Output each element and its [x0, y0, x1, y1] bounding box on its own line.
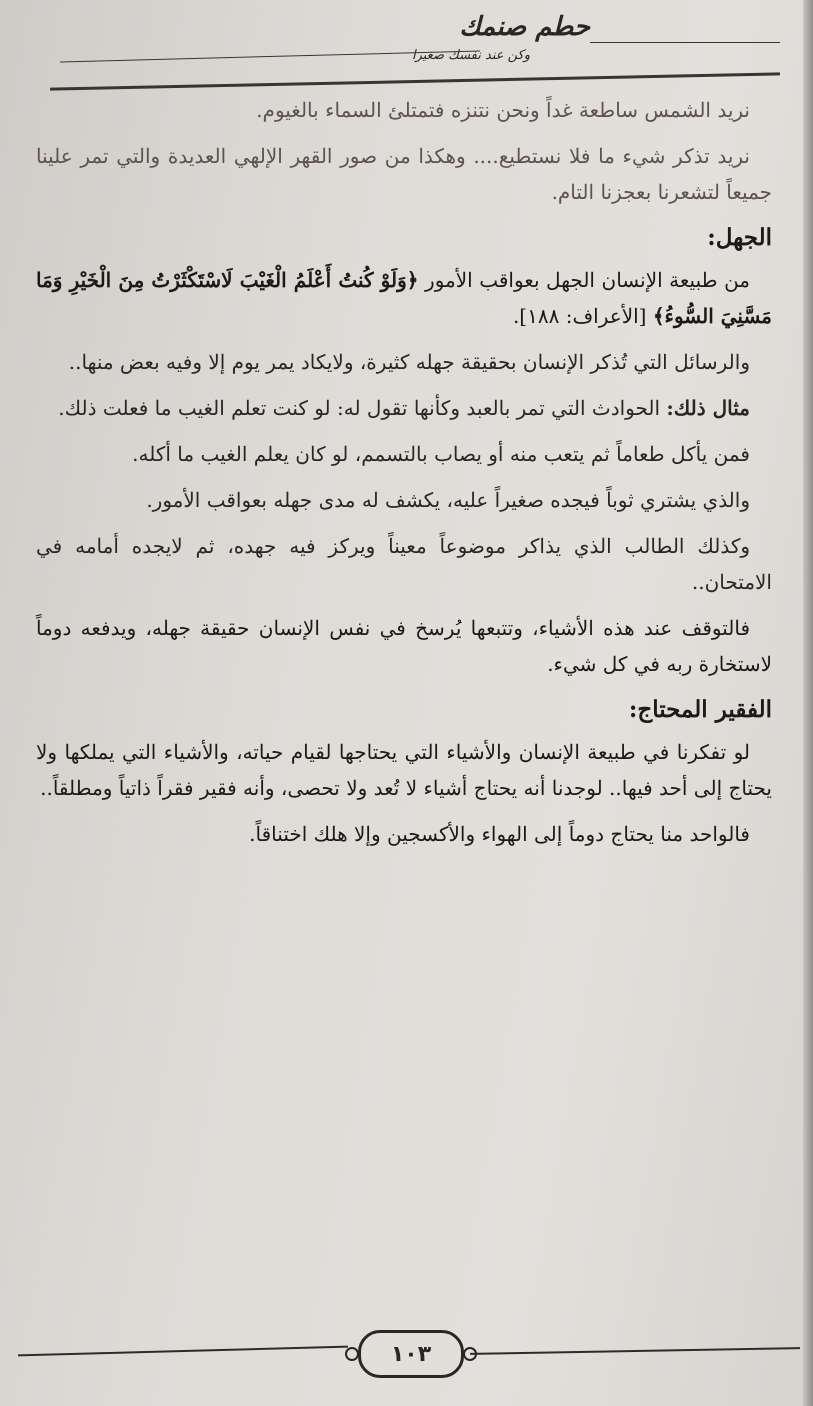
page-number-ornament: [358, 1330, 464, 1378]
page-number: ١٠٣: [390, 1341, 432, 1367]
paragraph: وكذلك الطالب الذي يذاكر موضوعاً معيناً ويركز فيه جهده، ثم لايجده أمامه في الامتحان..: [36, 534, 772, 594]
header-title: حطم صنمك: [459, 12, 590, 42]
ornament-curl-left: [345, 1347, 359, 1361]
running-header: [40, 0, 780, 96]
paragraph-quran: [36, 262, 772, 334]
section-heading-ignorance: الجهل:: [707, 224, 772, 251]
paragraph: نريد الشمس ساطعة غداً ونحن نتنزه فتمتلئ السماء بالغيوم.: [256, 98, 750, 122]
page-edge: [803, 0, 813, 1406]
header-rule-right: [590, 42, 780, 43]
paragraph-text: الحوادث التي تمر بالعبد وكأنها تقول له: لو كنت تعلم الغيب ما فعلت ذلك.: [58, 396, 661, 420]
verse-reference: [الأعراف: ١٨٨].: [512, 304, 647, 328]
ornament-curl-right: [463, 1347, 477, 1361]
paragraph: فمن يأكل طعاماً ثم يتعب منه أو يصاب بالتسمم، لو كان يعلم الغيب ما أكله.: [132, 442, 750, 466]
page-footer: [0, 1330, 813, 1380]
example-lead: مثال ذلك:: [666, 396, 750, 420]
paragraph: فالواحد منا يحتاج دوماً إلى الهواء والأكسجين وإلا هلك اختناقاً.: [249, 822, 750, 846]
header-rule-main: [50, 72, 780, 90]
paragraph: والذي يشتري ثوباً فيجده صغيراً عليه، يكشف له مدى جهله بعواقب الأمور.: [146, 488, 750, 512]
section-heading-poor: الفقير المحتاج:: [628, 696, 772, 723]
footer-rule-right: [470, 1347, 800, 1355]
paragraph-text: من طبيعة الإنسان الجهل بعواقب الأمور: [425, 268, 751, 292]
paragraph: نريد تذكر شيء ما فلا نستطيع.... وهكذا من صور القهر الإلهي العديدة والتي تمر علينا جميعاً لتشعرنا بعجزنا التام.: [36, 144, 772, 204]
paragraph: لو تفكرنا في طبيعة الإنسان والأشياء التي يحتاجها لقيام حياته، والأشياء التي يملكها ولا يحتاج إلى أحد فيها.. لوجدنا أنه يحتاج أشياء لا تُعد ولا تحصى، وأنه فقير فقراً ذاتياً ومطلقاً..: [36, 740, 772, 800]
footer-rule-left: [18, 1346, 348, 1357]
page-body: [36, 92, 772, 862]
paragraph: فالتوقف عند هذه الأشياء، وتتبعها يُرسخ في نفس الإنسان حقيقة جهله، ويدفعه دوماً لاستخارة ربه في كل شيء.: [36, 616, 772, 676]
quran-verse: ﴿وَلَوْ كُنتُ أَعْلَمُ الْغَيْبَ لَاسْتَكْثَرْتُ مِنَ الْخَيْرِ وَمَا مَسَّنِيَ السُّوءُ﴾: [36, 268, 772, 328]
paragraph-example: [36, 390, 772, 426]
header-subtitle: وكن عند نفسك صغيرا: [411, 48, 530, 63]
paragraph: والرسائل التي تُذكر الإنسان بحقيقة جهله كثيرة، ولايكاد يمر يوم إلا وفيه بعض منها..: [68, 350, 750, 374]
